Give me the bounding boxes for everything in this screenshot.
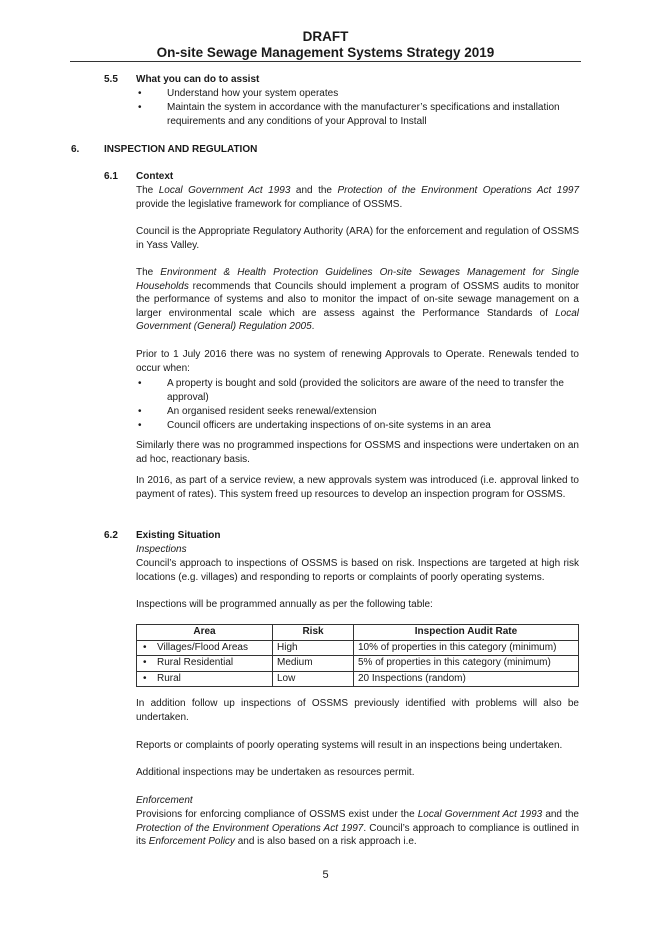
header-divider	[70, 61, 581, 62]
bullet-icon: •	[143, 641, 147, 653]
column-header-risk: Risk	[273, 625, 354, 641]
subheading-enforcement: Enforcement	[136, 795, 193, 806]
bullet-icon: •	[138, 406, 142, 417]
section-6-2-number: 6.2	[104, 530, 118, 541]
page-header	[70, 29, 581, 61]
cell-area: • Rural Residential	[137, 656, 273, 672]
section-5-5-title: What you can do to assist	[136, 74, 260, 85]
list-item: An organised resident seeks renewal/extension	[167, 406, 377, 417]
page-number: 5	[322, 869, 329, 881]
cell-risk: Low	[273, 671, 354, 687]
bullet-icon: •	[138, 420, 142, 431]
existing-paragraph-3: In addition follow up inspections of OSSMS previously identified with problems will also be undertaken.	[136, 698, 579, 723]
cell-risk: Medium	[273, 656, 354, 672]
draft-label: DRAFT	[302, 29, 349, 44]
section-6-title: INSPECTION AND REGULATION	[104, 144, 258, 155]
existing-paragraph-1: Council’s approach to inspections of OSSMS is based on risk. Inspections are targeted at high risk locations (e.g. villages) and responding to reports or complaints of poorly operating systems.	[136, 558, 579, 583]
section-6-1-title: Context	[136, 171, 174, 182]
existing-paragraph-5: Additional inspections may be undertaken as resources permit.	[136, 767, 415, 778]
section-6-1-number: 6.1	[104, 171, 118, 182]
table-row	[137, 656, 579, 672]
context-paragraph-6: In 2016, as part of a service review, a new approvals system was introduced (i.e. approval linked to payment of rates). This system freed up resources to develop an inspection program for OSSMS.	[136, 475, 579, 500]
context-paragraph-2: Council is the Appropriate Regulatory Authority (ARA) for the enforcement and regulation of OSSMS in Yass Valley.	[136, 226, 579, 251]
cell-rate: 20 Inspections (random)	[354, 671, 579, 687]
inspection-audit-table	[136, 624, 579, 687]
cell-area: • Rural	[137, 671, 273, 687]
table-row	[137, 671, 579, 687]
context-paragraph-5: Similarly there was no programmed inspections for OSSMS and inspections were undertaken on an ad hoc, reactionary basis.	[136, 440, 579, 465]
list-item: Understand how your system operates	[167, 88, 339, 99]
context-paragraph-4: Prior to 1 July 2016 there was no system of renewing Approvals to Operate. Renewals tended to occur when:	[136, 349, 579, 374]
table-header-row	[137, 625, 579, 641]
cell-area: • Villages/Flood Areas	[137, 640, 273, 656]
section-6-number: 6.	[71, 144, 80, 155]
cell-rate: 10% of properties in this category (minimum)	[354, 640, 579, 656]
bullet-icon: •	[143, 672, 147, 684]
column-header-area: Area	[137, 625, 273, 641]
document-title: On-site Sewage Management Systems Strategy 2019	[156, 45, 495, 60]
cell-risk: High	[273, 640, 354, 656]
table-row	[137, 640, 579, 656]
bullet-icon: •	[143, 657, 147, 668]
list-item: A property is bought and sold (provided the solicitors are aware of the need to transfer the approval)	[167, 378, 564, 403]
existing-paragraph-4: Reports or complaints of poorly operating systems will result in an inspections being undertaken.	[136, 740, 563, 751]
enforcement-paragraph: Provisions for enforcing compliance of OSSMS exist under the Local Government Act 1993 and the Protection of the Environment Operations Act 1997. Council’s approach to compliance is outlined in its Enforcement Policy and is also based on a risk approach i.e.	[136, 809, 580, 847]
context-paragraph-3: The Environment & Health Protection Guidelines On-site Sewages Management for Single Households recommends that Councils should implement a program of OSSMS audits to monitor the performance of systems and also to monitor the impact of on-site sewage management on a larger environmental scale which are assess against the Performance Standards of Local Government (General) Regulation 2005.	[136, 267, 580, 332]
context-paragraph-1: The Local Government Act 1993 and the Protection of the Environment Operations Act 1997 provide the legislative framework for compliance of OSSMS.	[136, 185, 580, 210]
section-6-2-title: Existing Situation	[136, 530, 221, 541]
subheading-inspections: Inspections	[136, 544, 187, 555]
bullet-icon: •	[138, 88, 142, 99]
column-header-rate: Inspection Audit Rate	[354, 625, 579, 641]
bullet-icon: •	[138, 378, 142, 389]
list-item: Maintain the system in accordance with the manufacturer’s specifications and installation requirements and any conditions of your Approval to Install	[167, 102, 560, 127]
bullet-icon: •	[138, 102, 142, 113]
section-5-5-number: 5.5	[104, 74, 118, 85]
cell-rate: 5% of properties in this category (minimum)	[354, 656, 579, 672]
existing-paragraph-2: Inspections will be programmed annually as per the following table:	[136, 599, 433, 610]
list-item: Council officers are undertaking inspections of on-site systems in an area	[167, 420, 491, 431]
